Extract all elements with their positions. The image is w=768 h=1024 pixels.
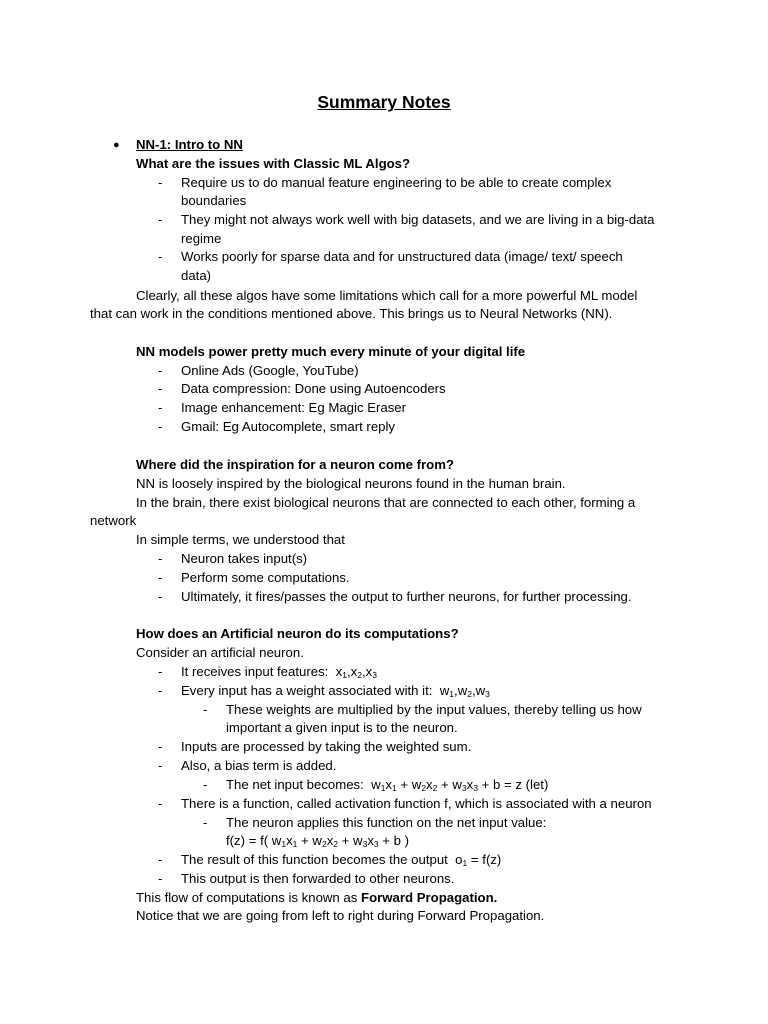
list-item-text: Ultimately, it fires/passes the output to further neurons, for further processing.	[181, 589, 632, 604]
list-item-text: Require us to do manual feature engineering to be able to create complex	[181, 175, 612, 190]
list-item-text: Online Ads (Google, YouTube)	[181, 363, 359, 378]
dash-icon: -	[158, 400, 163, 415]
paragraph-text: Clearly, all these algos have some limitations which call for a more powerful ML model	[136, 288, 638, 303]
list-item-text: There is a function, called activation function f, which is associated with a neuron	[181, 796, 652, 811]
page-title: Summary Notes	[317, 92, 451, 112]
list-item-text: Also, a bias term is added.	[181, 758, 337, 773]
list-item-text: Gmail: Eg Autocomplete, smart reply	[181, 419, 396, 434]
math-activation-formula: f(z) = f( $w_1x_1 + w_2x_2 + w_3x_3 + b$ )	[226, 833, 410, 849]
dash-icon: -	[158, 363, 163, 378]
math-net-input: $w_1x_1 + w_2x_2 + w_3x_3 + b = z$ (let)	[371, 777, 549, 793]
term-forward-propagation: Forward Propagation.	[361, 890, 498, 905]
dash-icon: -	[158, 381, 163, 396]
paragraph-text: network	[90, 513, 137, 528]
sub-list-item-text: important a given input is to the neuron.	[226, 720, 458, 735]
list-item-text: This output is then forwarded to other neurons.	[181, 871, 455, 886]
list-item-text: Works poorly for sparse data and for unstructured data (image/ text/ speech	[181, 249, 623, 264]
sub-list-item-text: These weights are multiplied by the input values, thereby telling us how	[226, 702, 642, 717]
list-item-text: boundaries	[181, 193, 247, 208]
paragraph-text: Consider an artificial neuron.	[136, 645, 304, 660]
dash-icon: -	[158, 852, 163, 867]
list-item-text: Perform some computations.	[181, 570, 350, 585]
list-item-text: regime	[181, 231, 222, 246]
dash-icon: -	[203, 702, 208, 717]
paragraph-text: that can work in the conditions mentioned above. This brings us to Neural Networks (NN).	[90, 306, 613, 321]
dash-icon: -	[158, 212, 163, 227]
math-weights: $w_1,w_2,w_3$	[439, 683, 490, 699]
dash-icon: -	[158, 570, 163, 585]
list-item-text: Neuron takes input(s)	[181, 551, 308, 566]
list-item-text: Inputs are processed by taking the weighted sum.	[181, 739, 472, 754]
list-item-text: Data compression: Done using Autoencoders	[181, 381, 446, 396]
dash-icon: -	[158, 796, 163, 811]
list-item-text: Image enhancement: Eg Magic Eraser	[181, 400, 407, 415]
dash-icon: -	[158, 419, 163, 434]
section-heading-artificial-neuron: How does an Artificial neuron do its computations?	[136, 626, 459, 641]
sub-list-item-text: The neuron applies this function on the net input value:	[226, 815, 547, 830]
paragraph-text: In simple terms, we understood that	[136, 532, 345, 547]
paragraph-text: NN is loosely inspired by the biological neurons found in the human brain.	[136, 476, 566, 491]
dash-icon: -	[158, 175, 163, 190]
section-heading-nn1: NN-1: Intro to NN	[136, 137, 243, 152]
math-inputs: $x_1,x_2,x_3$	[335, 664, 377, 680]
dash-icon: -	[203, 815, 208, 830]
dash-icon: -	[203, 777, 208, 792]
dash-icon: -	[158, 249, 163, 264]
section-heading-inspiration: Where did the inspiration for a neuron come from?	[136, 457, 454, 472]
dash-icon: -	[158, 758, 163, 773]
dash-icon: -	[158, 739, 163, 754]
math-output: $o_1 = f(z)$	[455, 852, 502, 868]
list-item-text: They might not always work well with big datasets, and we are living in a big-data	[181, 212, 655, 227]
list-item-weights: Every input has a weight associated with it: $w_1,w_2,w_3$	[181, 683, 490, 699]
paragraph-forward-propagation: This flow of computations is known as Forward Propagation.	[136, 890, 498, 905]
section-heading-digital-life: NN models power pretty much every minute of your digital life	[136, 344, 526, 359]
list-item-text: data)	[181, 268, 212, 283]
dash-icon: -	[158, 683, 163, 698]
dash-icon: -	[158, 589, 163, 604]
paragraph-text: Notice that we are going from left to right during Forward Propagation.	[136, 908, 545, 923]
sub-list-item-net-input: The net input becomes: $w_1x_1 + w_2x_2 + w_3x_3 + b = z$ (let)	[226, 777, 549, 793]
list-item-input-features: It receives input features: $x_1,x_2,x_3$	[181, 664, 377, 680]
list-item-output: The result of this function becomes the output $o_1 = f(z)$	[181, 852, 502, 868]
bullet-icon: ●	[113, 139, 120, 151]
paragraph-text: In the brain, there exist biological neurons that are connected to each other, forming a	[136, 495, 636, 510]
dash-icon: -	[158, 664, 163, 679]
dash-icon: -	[158, 871, 163, 886]
question-classic-ml: What are the issues with Classic ML Algos?	[136, 156, 411, 171]
dash-icon: -	[158, 551, 163, 566]
